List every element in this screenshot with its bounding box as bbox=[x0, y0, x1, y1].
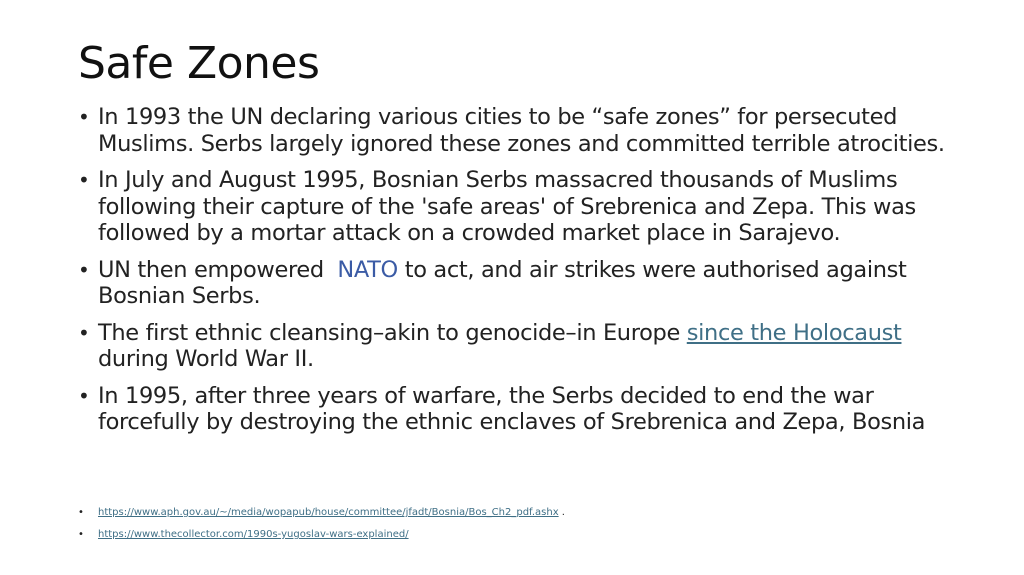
bullet-item-2 bbox=[78, 167, 958, 247]
bullet-text-before: The first ethnic cleansing–akin to genocide–in Europe bbox=[98, 319, 687, 346]
bullet-item-5 bbox=[78, 383, 958, 436]
bullet-text-after: to act, and air strikes were authorised against Bosnian Serbs. bbox=[98, 256, 907, 309]
bullet-text: In 1993 the UN declaring various cities to be “safe zones” for persecuted Muslims. Serbs largely ignored these zones and committed terrible atrocities. bbox=[98, 104, 945, 157]
bullet-text: In July and August 1995, Bosnian Serbs massacred thousands of Muslims following their capture of the 'safe areas' of Srebrenica and Zepa. This was followed by a mortar attack on a crowded market place in Sarajevo. bbox=[98, 167, 916, 246]
reference-item-1 bbox=[78, 506, 565, 520]
bullet-item-4 bbox=[78, 320, 958, 373]
nato-highlight: NATO bbox=[337, 256, 398, 283]
bullet-text: In 1995, after three years of warfare, the Serbs decided to end the war forcefully by destroying the ethnic enclaves of Srebrenica and Zepa, Bosnia bbox=[98, 382, 926, 435]
reference-item-2 bbox=[78, 528, 565, 542]
bullet-text-before: UN then empowered bbox=[98, 256, 338, 283]
reference-suffix: . bbox=[558, 507, 565, 518]
bullet-item-3 bbox=[78, 257, 958, 310]
reference-list bbox=[78, 506, 565, 550]
bullet-list bbox=[78, 104, 958, 446]
bullet-text-after: during World War II. bbox=[98, 346, 314, 372]
reference-link-aph[interactable]: https://www.aph.gov.au/~/media/wopapub/house/committee/jfadt/Bosnia/Bos_Ch2_pdf.ashx bbox=[98, 507, 559, 518]
slide-title: Safe Zones bbox=[78, 38, 320, 89]
reference-link-thecollector[interactable]: https://www.thecollector.com/1990s-yugoslav-wars-explained/ bbox=[98, 529, 409, 540]
bullet-item-1 bbox=[78, 104, 958, 157]
holocaust-link[interactable]: since the Holocaust bbox=[686, 319, 902, 346]
